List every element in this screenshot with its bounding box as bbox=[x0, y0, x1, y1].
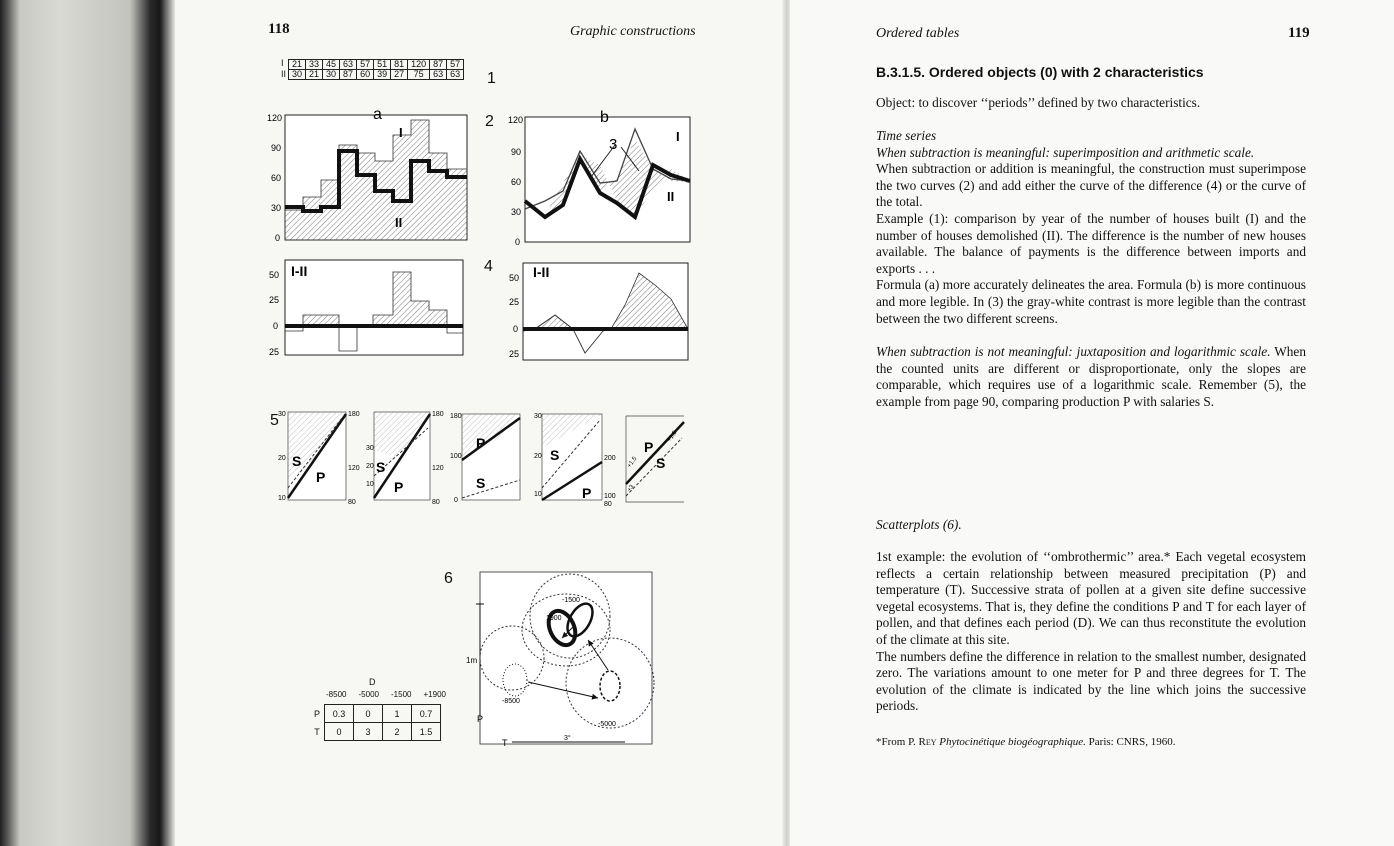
table-cell: 2 bbox=[383, 723, 412, 741]
row-label: T bbox=[314, 726, 320, 737]
contour-label: -5000 bbox=[598, 721, 616, 728]
tick-label: 60 bbox=[271, 173, 282, 183]
chart-a bbox=[267, 106, 467, 243]
tick-label: 30 bbox=[278, 411, 286, 418]
row-label: P bbox=[313, 708, 320, 719]
table-cell: 0.7 bbox=[412, 705, 441, 723]
tick-label: 80 bbox=[348, 499, 356, 506]
tick-label: 30 bbox=[511, 207, 522, 217]
diff-left-label: I-II bbox=[291, 263, 308, 279]
time-series-block bbox=[876, 128, 1306, 327]
fig6-column-headers bbox=[326, 690, 446, 699]
chart-a-series-ii: II bbox=[395, 215, 403, 230]
not-meaningful-block bbox=[876, 344, 1306, 410]
table-cell: 87 bbox=[430, 60, 447, 70]
tick-label: 20 bbox=[366, 463, 374, 470]
right-page bbox=[790, 0, 1394, 846]
chart-b bbox=[508, 109, 690, 247]
figures-2-4-charts bbox=[255, 105, 695, 365]
log-chart-4 bbox=[534, 413, 616, 508]
table-cell: 21 bbox=[289, 60, 306, 70]
chart-b-series-i: I bbox=[676, 129, 680, 144]
paragraph: When the counted units are different or disproportionate, only the slopes are comparable, which requires use of a logarithmic scale. Remember (5), the example from page 90, comparing production P with salaries S. bbox=[876, 344, 1306, 409]
table-cell: 60 bbox=[357, 70, 374, 80]
table-row-i bbox=[289, 60, 464, 70]
table-cell: 87 bbox=[340, 70, 357, 80]
object-line: Object: to discover ‘‘periods’’ defined by two characteristics. bbox=[876, 95, 1201, 110]
slope-label: +1.5 bbox=[626, 455, 639, 470]
figure5-log-charts bbox=[278, 408, 688, 513]
contour-label: -8500 bbox=[502, 698, 520, 705]
table-cell: 0 bbox=[354, 705, 383, 723]
table-cell: 63 bbox=[447, 70, 464, 80]
tick-label: 120 bbox=[348, 465, 360, 472]
tick-label: 120 bbox=[267, 113, 283, 123]
figure-number-2: 2 bbox=[485, 113, 494, 130]
right-running-head: Ordered tables bbox=[876, 26, 960, 41]
tick-label: 0 bbox=[275, 233, 281, 243]
log-chart-2 bbox=[366, 411, 444, 506]
figure-number-1: 1 bbox=[487, 70, 496, 87]
table-cell: 33 bbox=[306, 60, 323, 70]
series-p-label: P bbox=[394, 479, 404, 495]
tick-label: 90 bbox=[271, 143, 282, 153]
right-page-number: 119 bbox=[1288, 25, 1310, 41]
chart-difference-left bbox=[269, 260, 463, 357]
footnote-prefix: *From P. bbox=[876, 736, 919, 748]
tick-label: 80 bbox=[604, 501, 612, 508]
table-cell: 30 bbox=[323, 70, 340, 80]
footnote-suffix: Paris: CNRS, 1960. bbox=[1085, 736, 1176, 748]
tick-label: 25 bbox=[509, 297, 520, 307]
chart-b-label: b bbox=[600, 109, 609, 126]
tick-label: 200 bbox=[604, 455, 616, 462]
tick-label: 25 bbox=[269, 347, 280, 357]
tick-label: 0 bbox=[513, 324, 519, 334]
table-cell: 27 bbox=[391, 70, 408, 80]
tick-label: 0 bbox=[273, 321, 279, 331]
degrees-label: 3° bbox=[564, 735, 571, 742]
axis-p-label: P bbox=[477, 714, 484, 724]
section-heading: B.3.1.5. Ordered objects (0) with 2 characteristics bbox=[876, 64, 1204, 80]
series-p-label: P bbox=[316, 469, 326, 485]
log-chart-3 bbox=[450, 413, 520, 504]
contour-label: -1500 bbox=[562, 597, 580, 604]
row-label-ii: II bbox=[281, 69, 287, 79]
scatterplots-title: Scatterplots (6). bbox=[876, 517, 962, 532]
tick-label: 30 bbox=[271, 203, 282, 213]
tick-label: 100 bbox=[450, 453, 462, 460]
tick-label: 0 bbox=[454, 497, 458, 504]
paragraph: Example (1): comparison by year of the number of houses built (I) and the number of houses demolished (II). The difference is the number of new houses available. The balance of payments is the difference between imports and exports . . . bbox=[876, 210, 1306, 276]
footnote-title: Phytocinétique biogéographique. bbox=[939, 736, 1086, 748]
table-cell: 21 bbox=[306, 70, 323, 80]
table-cell: 0 bbox=[325, 723, 354, 741]
table-row-ii bbox=[289, 70, 464, 80]
series-p-label: P bbox=[644, 439, 654, 455]
fig6-data-table bbox=[310, 704, 441, 741]
table-cell: 57 bbox=[447, 60, 464, 70]
series-s-label: S bbox=[292, 453, 302, 469]
time-series-title: Time series bbox=[876, 128, 937, 143]
table-cell: 3 bbox=[354, 723, 383, 741]
series-s-label: S bbox=[376, 459, 386, 475]
column-header: -1500 bbox=[391, 690, 412, 699]
series-p-label: P bbox=[582, 485, 592, 501]
tick-label: 80 bbox=[432, 499, 440, 506]
table-row bbox=[310, 723, 441, 741]
table-cell: 57 bbox=[357, 60, 374, 70]
tick-label: 30 bbox=[534, 413, 542, 420]
table-cell: 1 bbox=[383, 705, 412, 723]
column-header: +1900 bbox=[423, 690, 446, 699]
axis-t-label: T bbox=[502, 738, 508, 748]
figure-number-4: 4 bbox=[484, 258, 493, 275]
tick-label: 25 bbox=[269, 295, 280, 305]
chart-a-label: a bbox=[373, 106, 382, 123]
table-cell: 75 bbox=[408, 70, 430, 80]
figure-number-5: 5 bbox=[270, 412, 279, 429]
paragraph: When subtraction or addition is meaningful, the construction must superimpose the two curves (2) and add either the curve of the difference (4) or the curve of the total. bbox=[876, 161, 1306, 210]
series-s-label: S bbox=[656, 455, 666, 471]
tick-label: 180 bbox=[450, 413, 462, 420]
footnote bbox=[876, 736, 1175, 748]
tick-label: 180 bbox=[348, 411, 360, 418]
row-label-i: I bbox=[281, 58, 284, 68]
series-p-label: P bbox=[476, 435, 486, 451]
log-chart-5 bbox=[626, 416, 684, 502]
series-s-label: S bbox=[476, 475, 486, 491]
table-cell: 0.3 bbox=[325, 705, 354, 723]
tick-label: 90 bbox=[511, 147, 522, 157]
table-cell: 120 bbox=[408, 60, 430, 70]
slope-label: +1.5 bbox=[666, 429, 679, 444]
not-meaningful-title: When subtraction is not meaningful: juxtaposition and logarithmic scale. bbox=[876, 344, 1271, 359]
table-cell: 1.5 bbox=[412, 723, 441, 741]
tick-label: 120 bbox=[432, 465, 444, 472]
tick-label: 180 bbox=[432, 411, 444, 418]
tick-label: 50 bbox=[269, 270, 280, 280]
left-page-number: 118 bbox=[268, 21, 290, 37]
table-cell: 81 bbox=[391, 60, 408, 70]
paragraph: Formula (a) more accurately delineates the area. Formula (b) is more continuous and more legible. In (3) the gray-white contrast is more legible than the contrast between the two different screens. bbox=[876, 277, 1306, 326]
chart-difference-right bbox=[509, 263, 688, 360]
tick-label: 10 bbox=[534, 491, 542, 498]
chart-b-pointer-label: 3 bbox=[609, 136, 618, 153]
book-gutter-shadow bbox=[0, 0, 175, 846]
table-cell: 30 bbox=[289, 70, 306, 80]
data-table-row-labels bbox=[281, 58, 286, 80]
paragraph: 1st example: the evolution of ‘‘ombrothermic’’ area.* Each vegetal ecosystem reflects a certain relationship between measured precipitation (P) and temperature (T). Successive strata of pollen at a given site define successive vegetal ecosystems. That is, they define the conditions P and T for each layer of pollen, and that defines each period (D). We can thus reconstitute the evolution of the climate at this site. bbox=[876, 549, 1306, 647]
figure6-scatterplot bbox=[466, 568, 660, 748]
tick-label: 20 bbox=[278, 455, 286, 462]
series-s-label: S bbox=[550, 447, 560, 463]
tick-label: 120 bbox=[508, 115, 524, 125]
fig6-table-header: D bbox=[369, 677, 376, 687]
column-header: -5000 bbox=[358, 690, 379, 699]
table-cell: 45 bbox=[323, 60, 340, 70]
paragraph: The numbers define the difference in relation to the smallest number, designated zero. The variations amount to one meter for P and three degrees for T. The evolution of the climate is indicated by the line which joins the successive periods. bbox=[876, 648, 1306, 714]
tick-label: 60 bbox=[511, 177, 522, 187]
log-chart-1 bbox=[278, 411, 360, 506]
column-header: -8500 bbox=[326, 690, 347, 699]
slope-label: +3 bbox=[626, 484, 636, 494]
table-cell: 63 bbox=[340, 60, 357, 70]
figure1-data-table bbox=[288, 59, 464, 80]
tick-label: 100 bbox=[604, 493, 616, 500]
meter-label: 1m bbox=[466, 656, 478, 665]
table-cell: 51 bbox=[374, 60, 391, 70]
footnote-author: Rey bbox=[918, 736, 937, 748]
meaningful-title: When subtraction is meaningful: superimposition and arithmetic scale. bbox=[876, 144, 1255, 160]
diff-right-label: I-II bbox=[533, 264, 550, 280]
chart-a-series-i: I bbox=[399, 125, 403, 140]
tick-label: 50 bbox=[509, 273, 520, 283]
tick-label: 0 bbox=[515, 237, 521, 247]
contour-label: 1900 bbox=[546, 615, 562, 622]
table-cell: 39 bbox=[374, 70, 391, 80]
tick-label: 25 bbox=[509, 349, 520, 359]
tick-label: 10 bbox=[278, 495, 286, 502]
table-row bbox=[310, 705, 441, 723]
chart-b-series-ii: II bbox=[667, 189, 675, 204]
scatterplots-block bbox=[876, 549, 1306, 715]
figure-number-6: 6 bbox=[444, 570, 453, 587]
tick-label: 20 bbox=[534, 453, 542, 460]
tick-label: 30 bbox=[366, 445, 374, 452]
tick-label: 10 bbox=[366, 481, 374, 488]
left-running-head: Graphic constructions bbox=[570, 24, 696, 39]
table-cell: 63 bbox=[430, 70, 447, 80]
